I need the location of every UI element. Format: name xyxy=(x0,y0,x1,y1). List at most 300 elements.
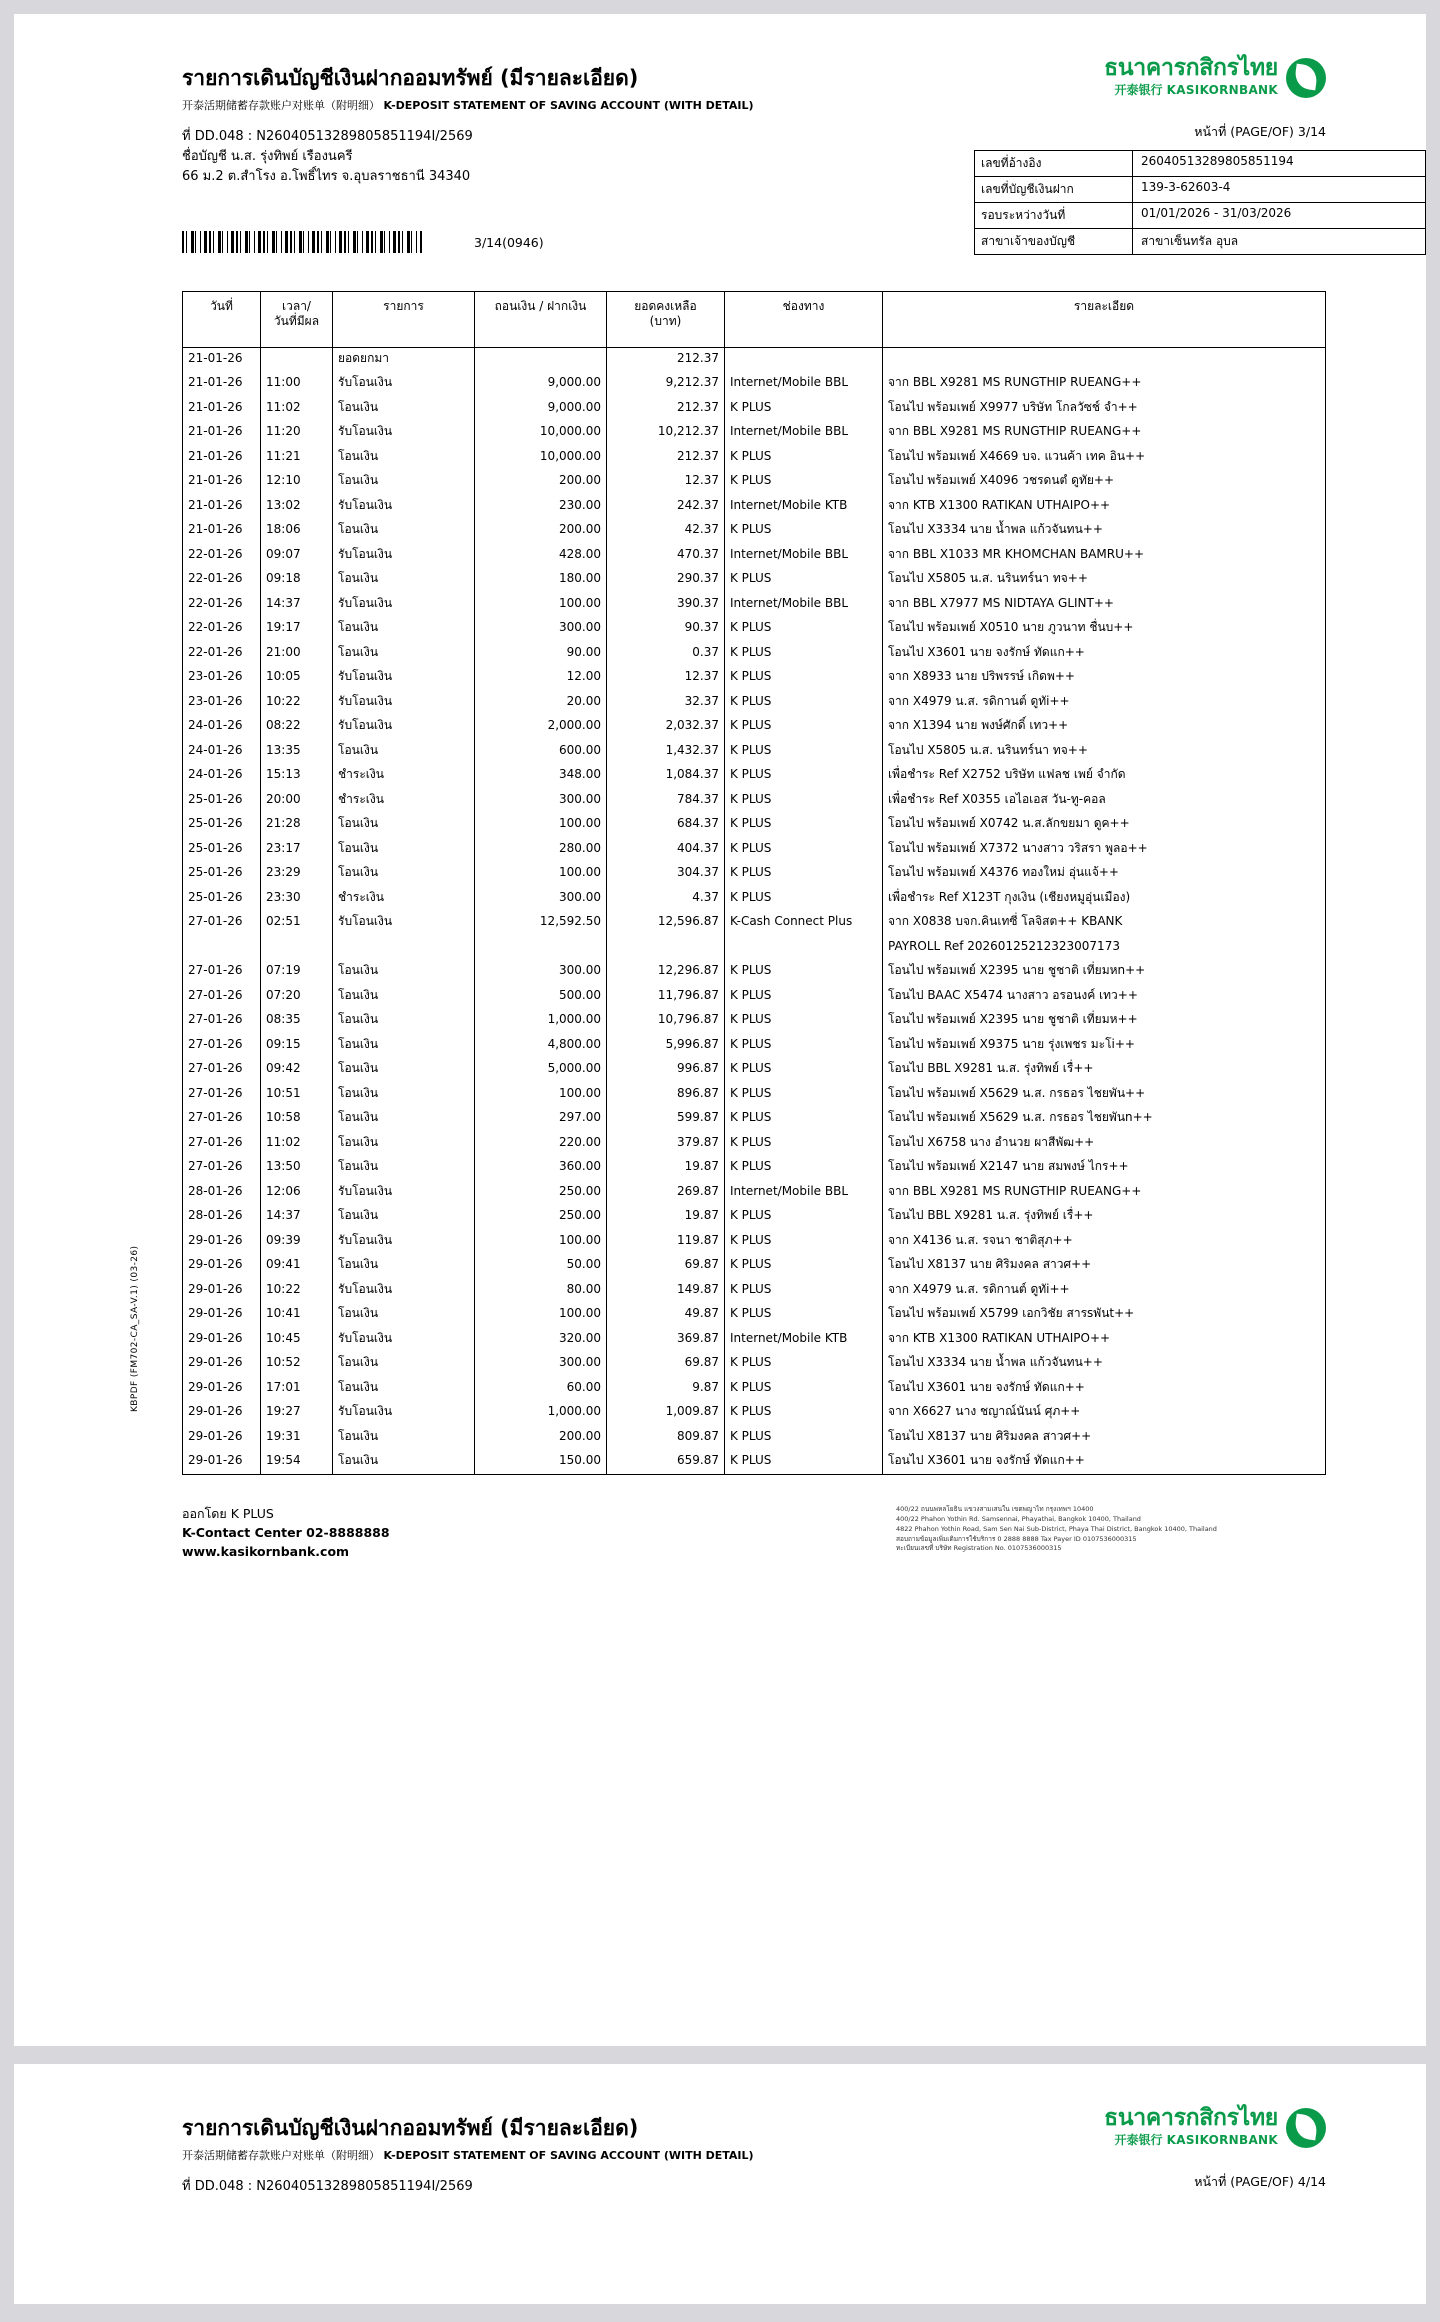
cell-time: 12:06 xyxy=(261,1181,333,1206)
cell-desc: โอนเงิน xyxy=(333,985,475,1010)
cell-detail xyxy=(883,348,1326,373)
kasikorn-leaf-icon-2 xyxy=(1286,2108,1326,2148)
page-number-value: 3/14 xyxy=(1297,124,1326,139)
page-title-2: รายการเดินบัญชีเงินฝากออมทรัพย์ (มีรายละเอียด) xyxy=(182,2116,639,2140)
cell-amount: 428.00 xyxy=(475,544,607,569)
cell-desc: โอนเงิน xyxy=(333,813,475,838)
table-row xyxy=(183,1083,1326,1108)
cell-date: 21-01-26 xyxy=(183,519,261,544)
cell-channel: K PLUS xyxy=(725,887,883,912)
table-row xyxy=(183,348,1326,373)
form-code: KBPDF (FM702-CA_SA-V.1) (03-26) xyxy=(130,1245,140,1412)
column-header-balance xyxy=(607,292,725,348)
cell-detail: จาก X8933 นาย ปริพรรษ์ เกิดพ++ xyxy=(883,666,1326,691)
cell-time: 15:13 xyxy=(261,764,333,789)
cell-balance: 11,796.87 xyxy=(607,985,725,1010)
table-row xyxy=(183,421,1326,446)
cell-date: 27-01-26 xyxy=(183,960,261,985)
column-header-balance-line1: ยอดคงเหลือ xyxy=(634,299,697,314)
cell-date: 29-01-26 xyxy=(183,1352,261,1377)
cell-time: 14:37 xyxy=(261,1205,333,1230)
cell-date: 24-01-26 xyxy=(183,764,261,789)
cell-amount xyxy=(475,348,607,373)
table-row xyxy=(183,911,1326,936)
table-row xyxy=(183,740,1326,765)
cell-time: 23:29 xyxy=(261,862,333,887)
table-row xyxy=(183,642,1326,667)
table-row xyxy=(183,1254,1326,1279)
cell-time: 12:10 xyxy=(261,470,333,495)
cell-balance: 0.37 xyxy=(607,642,725,667)
cell-time: 11:20 xyxy=(261,421,333,446)
cell-date: 22-01-26 xyxy=(183,593,261,618)
cell-amount: 100.00 xyxy=(475,1303,607,1328)
cell-time: 13:02 xyxy=(261,495,333,520)
cell-time: 19:27 xyxy=(261,1401,333,1426)
footer-legal-text xyxy=(896,1505,1326,1554)
cell-balance: 12,296.87 xyxy=(607,960,725,985)
table-row xyxy=(183,1009,1326,1034)
cell-detail: จาก X4136 น.ส. รจนา ชาติสุภ++ xyxy=(883,1230,1326,1255)
cell-balance: 290.37 xyxy=(607,568,725,593)
cell-desc: โอนเงิน xyxy=(333,862,475,887)
table-row xyxy=(183,887,1326,912)
cell-time: 19:17 xyxy=(261,617,333,642)
cell-detail: เพื่อชำระ Ref X123T กุงเงิน (เชียงหมูอุ่นเมือง) xyxy=(883,887,1326,912)
column-header-description: รายการ xyxy=(333,292,475,348)
table-row xyxy=(183,1205,1326,1230)
cell-time: 11:00 xyxy=(261,372,333,397)
cell-channel: K PLUS xyxy=(725,1034,883,1059)
cell-channel: K PLUS xyxy=(725,862,883,887)
table-row xyxy=(183,1401,1326,1426)
table-row xyxy=(183,1303,1326,1328)
cell-time: 19:54 xyxy=(261,1450,333,1475)
cell-detail: โอนไป X5805 น.ส. นรินทร์นา ทจ++ xyxy=(883,568,1326,593)
cell-detail: โอนไป X8137 นาย ศิริมงคล สาวศ++ xyxy=(883,1426,1326,1451)
footer-legal-line: สอบถามข้อมูลเพิ่มเติมการใช้บริการ 0 2888 8888 Tax Payer ID 0107536000315 xyxy=(896,1534,1137,1543)
cell-amount: 360.00 xyxy=(475,1156,607,1181)
cell-balance xyxy=(607,936,725,961)
table-row xyxy=(183,1352,1326,1377)
cell-channel: K PLUS xyxy=(725,666,883,691)
cell-amount: 100.00 xyxy=(475,862,607,887)
cell-desc: โอนเงิน xyxy=(333,519,475,544)
page-subtitle xyxy=(182,97,1326,113)
cell-date: 25-01-26 xyxy=(183,789,261,814)
cell-detail: โอนไป พร้อมเพย์ X0742 น.ส.ลักขยมา ดูค++ xyxy=(883,813,1326,838)
table-row xyxy=(183,470,1326,495)
table-row xyxy=(183,1328,1326,1353)
cell-balance: 404.37 xyxy=(607,838,725,863)
cell-amount: 150.00 xyxy=(475,1450,607,1475)
cell-channel: Internet/Mobile BBL xyxy=(725,593,883,618)
cell-time: 07:20 xyxy=(261,985,333,1010)
cell-date: 29-01-26 xyxy=(183,1279,261,1304)
table-row xyxy=(183,397,1326,422)
page-subtitle-en-2: K-DEPOSIT STATEMENT OF SAVING ACCOUNT (WITH DETAIL) xyxy=(383,2149,754,2162)
cell-balance: 470.37 xyxy=(607,544,725,569)
reference-label: เลขที่บัญชีเงินฝาก xyxy=(975,177,1133,202)
cell-balance: 896.87 xyxy=(607,1083,725,1108)
cell-balance: 390.37 xyxy=(607,593,725,618)
cell-desc: โอนเงิน xyxy=(333,1009,475,1034)
cell-time: 08:22 xyxy=(261,715,333,740)
column-header-time xyxy=(261,292,333,348)
reference-value: 139-3-62603-4 xyxy=(1141,180,1231,194)
cell-date: 21-01-26 xyxy=(183,348,261,373)
cell-time: 09:18 xyxy=(261,568,333,593)
table-row xyxy=(183,1156,1326,1181)
cell-channel: K PLUS xyxy=(725,1254,883,1279)
cell-desc: รับโอนเงิน xyxy=(333,666,475,691)
cell-detail: โอนไป BBL X9281 น.ส. รุ่งทิพย์ เรื่++ xyxy=(883,1205,1326,1230)
cell-date: 29-01-26 xyxy=(183,1254,261,1279)
cell-date: 21-01-26 xyxy=(183,372,261,397)
cell-desc: โอนเงิน xyxy=(333,1450,475,1475)
cell-date: 27-01-26 xyxy=(183,1156,261,1181)
cell-detail: โอนไป X3601 นาย จงรักษ์ ทัดแก++ xyxy=(883,1377,1326,1402)
cell-time: 09:15 xyxy=(261,1034,333,1059)
cell-date: 27-01-26 xyxy=(183,1034,261,1059)
cell-date: 22-01-26 xyxy=(183,568,261,593)
cell-date: 27-01-26 xyxy=(183,1107,261,1132)
cell-channel: K PLUS xyxy=(725,715,883,740)
cell-amount: 348.00 xyxy=(475,764,607,789)
cell-amount: 10,000.00 xyxy=(475,446,607,471)
cell-date: 22-01-26 xyxy=(183,617,261,642)
table-row xyxy=(183,495,1326,520)
cell-amount: 12,592.50 xyxy=(475,911,607,936)
cell-channel: K PLUS xyxy=(725,1303,883,1328)
cell-detail: โอนไป BBL X9281 น.ส. รุ่งทิพย์ เรื่++ xyxy=(883,1058,1326,1083)
page-subtitle-cn: 开泰活期储蓄存款账户对账单（附明细） xyxy=(182,99,380,112)
cell-detail: โอนไป X3601 นาย จงรักษ์ ทัดแก++ xyxy=(883,1450,1326,1475)
bank-name-cn-2: 开泰银行 xyxy=(1114,2133,1163,2148)
cell-amount: 100.00 xyxy=(475,593,607,618)
cell-date: 23-01-26 xyxy=(183,666,261,691)
table-row xyxy=(183,568,1326,593)
cell-date: 29-01-26 xyxy=(183,1328,261,1353)
table-row xyxy=(183,372,1326,397)
cell-desc: โอนเงิน xyxy=(333,1058,475,1083)
cell-detail: จาก X4979 น.ส. รดิกานต์ ดูทัi++ xyxy=(883,1279,1326,1304)
cell-balance: 9,212.37 xyxy=(607,372,725,397)
document-code-2: ที่ DD.048 : N26040513289805851194I/2569 xyxy=(182,2179,473,2194)
cell-time: 11:02 xyxy=(261,1132,333,1157)
reference-value: 26040513289805851194 xyxy=(1141,154,1294,168)
cell-balance: 69.87 xyxy=(607,1254,725,1279)
cell-desc: รับโอนเงิน xyxy=(333,1279,475,1304)
cell-desc: โอนเงิน xyxy=(333,1303,475,1328)
cell-amount: 1,000.00 xyxy=(475,1401,607,1426)
cell-date: 24-01-26 xyxy=(183,740,261,765)
table-row xyxy=(183,446,1326,471)
reference-label: เลขที่อ้างอิง xyxy=(975,151,1133,176)
cell-channel: K PLUS xyxy=(725,1205,883,1230)
table-row xyxy=(183,1230,1326,1255)
cell-balance: 9.87 xyxy=(607,1377,725,1402)
cell-balance: 379.87 xyxy=(607,1132,725,1157)
cell-channel: K PLUS xyxy=(725,740,883,765)
table-row xyxy=(183,1058,1326,1083)
cell-detail: จาก X4979 น.ส. รดิกานต์ ดูทัi++ xyxy=(883,691,1326,716)
cell-desc: รับโอนเงิน xyxy=(333,1181,475,1206)
column-header-time-line1: เวลา/ xyxy=(282,299,311,314)
cell-amount: 12.00 xyxy=(475,666,607,691)
cell-channel: Internet/Mobile KTB xyxy=(725,495,883,520)
table-row xyxy=(183,1181,1326,1206)
cell-channel: K PLUS xyxy=(725,813,883,838)
page-number-2 xyxy=(1194,2172,1326,2192)
cell-time: 10:52 xyxy=(261,1352,333,1377)
cell-detail: โอนไป X6758 นาง อำนวย ผาสีพัฒ++ xyxy=(883,1132,1326,1157)
cell-amount: 600.00 xyxy=(475,740,607,765)
cell-desc: โอนเงิน xyxy=(333,1034,475,1059)
cell-balance: 242.37 xyxy=(607,495,725,520)
cell-channel: K PLUS xyxy=(725,1083,883,1108)
cell-desc: โอนเงิน xyxy=(333,838,475,863)
cell-amount: 300.00 xyxy=(475,960,607,985)
reference-box xyxy=(974,150,1426,255)
cell-time: 23:30 xyxy=(261,887,333,912)
cell-channel: K PLUS xyxy=(725,568,883,593)
cell-channel: K PLUS xyxy=(725,1401,883,1426)
cell-detail: โอนไป X3334 นาย น้ำพล แก้วจันทน++ xyxy=(883,1352,1326,1377)
cell-balance: 149.87 xyxy=(607,1279,725,1304)
cell-channel: K PLUS xyxy=(725,838,883,863)
cell-balance: 2,032.37 xyxy=(607,715,725,740)
account-address: 66 ม.2 ต.สำโรง อ.โพธิ์ไทร จ.อุบลราชธานี 34340 xyxy=(182,169,471,185)
cell-desc: รับโอนเงิน xyxy=(333,421,475,446)
cell-time: 10:22 xyxy=(261,691,333,716)
cell-balance: 212.37 xyxy=(607,348,725,373)
cell-amount: 300.00 xyxy=(475,1352,607,1377)
table-row xyxy=(183,764,1326,789)
cell-amount: 20.00 xyxy=(475,691,607,716)
footer-issued-by: ออกโดย K PLUS xyxy=(182,1506,274,1522)
bank-name-en: KASIKORNBANK xyxy=(1166,83,1278,98)
cell-time: 09:39 xyxy=(261,1230,333,1255)
cell-time: 17:01 xyxy=(261,1377,333,1402)
cell-date: 27-01-26 xyxy=(183,1009,261,1034)
cell-amount: 90.00 xyxy=(475,642,607,667)
cell-channel: K PLUS xyxy=(725,985,883,1010)
cell-time: 10:45 xyxy=(261,1328,333,1353)
page-number-label: หน้าที่ (PAGE/OF) xyxy=(1194,124,1294,139)
cell-desc: โอนเงิน xyxy=(333,642,475,667)
column-header-amount: ถอนเงิน / ฝากเงิน xyxy=(475,292,607,348)
reference-row xyxy=(975,229,1425,255)
cell-date: 22-01-26 xyxy=(183,544,261,569)
cell-detail: โอนไป พร้อมเพย์ X5799 เอกวิชัย สารsพันt++ xyxy=(883,1303,1326,1328)
cell-detail: โอนไป X3601 นาย จงรักษ์ ทัดแก++ xyxy=(883,642,1326,667)
cell-date: 27-01-26 xyxy=(183,1132,261,1157)
cell-channel: K PLUS xyxy=(725,1230,883,1255)
cell-desc: โอนเงิน xyxy=(333,1377,475,1402)
cell-channel xyxy=(725,348,883,373)
cell-detail: จาก BBL X9281 MS RUNGTHIP RUEANG++ xyxy=(883,1181,1326,1206)
cell-time: 07:19 xyxy=(261,960,333,985)
table-row xyxy=(183,960,1326,985)
cell-desc: โอนเงิน xyxy=(333,1156,475,1181)
column-header-detail: รายละเอียด xyxy=(883,292,1326,348)
cell-detail: PAYROLL Ref 20260125212323007173 xyxy=(883,936,1326,961)
reference-value: 01/01/2026 - 31/03/2026 xyxy=(1141,206,1292,220)
cell-balance: 659.87 xyxy=(607,1450,725,1475)
cell-balance: 19.87 xyxy=(607,1205,725,1230)
cell-detail: เพื่อชำระ Ref X0355 เอไอเอส วัน-ทู-คอล xyxy=(883,789,1326,814)
cell-detail: โอนไป พร้อมเพย์ X5629 น.ส. กรธอร ไชยพันn++ xyxy=(883,1107,1326,1132)
cell-balance: 49.87 xyxy=(607,1303,725,1328)
cell-channel: K PLUS xyxy=(725,1279,883,1304)
cell-detail: โอนไป พร้อมเพย์ X4376 ทองใหม่ อุ่นแจ้++ xyxy=(883,862,1326,887)
cell-amount: 1,000.00 xyxy=(475,1009,607,1034)
table-row xyxy=(183,1132,1326,1157)
reference-row xyxy=(975,203,1425,229)
bank-name-th-2: ธนาคารกสิกรไทย xyxy=(1104,2105,1278,2131)
table-row xyxy=(183,617,1326,642)
cell-time: 19:31 xyxy=(261,1426,333,1451)
cell-amount: 9,000.00 xyxy=(475,372,607,397)
cell-amount: 60.00 xyxy=(475,1377,607,1402)
cell-balance: 269.87 xyxy=(607,1181,725,1206)
cell-time: 21:00 xyxy=(261,642,333,667)
bank-logo-2 xyxy=(1104,2106,1326,2148)
cell-balance: 32.37 xyxy=(607,691,725,716)
page-number-label-2: หน้าที่ (PAGE/OF) xyxy=(1194,2174,1294,2189)
cell-channel: K PLUS xyxy=(725,1009,883,1034)
table-row xyxy=(183,936,1326,961)
cell-desc: รับโอนเงิน xyxy=(333,593,475,618)
document-footer xyxy=(182,1505,1326,1561)
cell-time: 10:22 xyxy=(261,1279,333,1304)
table-header-row xyxy=(183,292,1326,348)
statement-page-3 xyxy=(14,14,1426,2046)
page-title: รายการเดินบัญชีเงินฝากออมทรัพย์ (มีรายละเอียด) xyxy=(182,66,639,90)
cell-detail: จาก KTB X1300 RATIKAN UTHAIPO++ xyxy=(883,495,1326,520)
cell-amount: 297.00 xyxy=(475,1107,607,1132)
cell-detail: โอนไป X5805 น.ส. นรินทร์นา ทจ++ xyxy=(883,740,1326,765)
cell-channel: Internet/Mobile BBL xyxy=(725,372,883,397)
cell-time: 10:05 xyxy=(261,666,333,691)
cell-detail: โอนไป พร้อมเพย์ X2147 นาย สมพงษ์ ไกร++ xyxy=(883,1156,1326,1181)
table-row xyxy=(183,1450,1326,1475)
cell-detail: จาก BBL X9281 MS RUNGTHIP RUEANG++ xyxy=(883,372,1326,397)
cell-time: 09:41 xyxy=(261,1254,333,1279)
cell-amount: 220.00 xyxy=(475,1132,607,1157)
cell-channel: Internet/Mobile KTB xyxy=(725,1328,883,1353)
cell-amount: 300.00 xyxy=(475,617,607,642)
column-header-time-line2: วันที่มีผล xyxy=(273,314,320,329)
bank-name-en-2: KASIKORNBANK xyxy=(1166,2133,1278,2148)
cell-balance: 1,084.37 xyxy=(607,764,725,789)
cell-date: 29-01-26 xyxy=(183,1426,261,1451)
kasikorn-leaf-icon xyxy=(1286,58,1326,98)
table-row xyxy=(183,1279,1326,1304)
page-number xyxy=(1194,122,1326,142)
cell-date: 21-01-26 xyxy=(183,421,261,446)
cell-date: 28-01-26 xyxy=(183,1205,261,1230)
cell-channel: K PLUS xyxy=(725,446,883,471)
table-row xyxy=(183,691,1326,716)
cell-channel: Internet/Mobile BBL xyxy=(725,421,883,446)
cell-desc: โอนเงิน xyxy=(333,446,475,471)
cell-time: 18:06 xyxy=(261,519,333,544)
cell-date: 25-01-26 xyxy=(183,838,261,863)
cell-channel: K PLUS xyxy=(725,1132,883,1157)
account-name: ชื่อบัญชี น.ส. รุ่งทิพย์ เรืองนครี xyxy=(182,149,353,165)
cell-desc: ยอดยกมา xyxy=(333,348,475,373)
cell-desc: โอนเงิน xyxy=(333,1352,475,1377)
cell-detail: โอนไป X3334 นาย น้ำพล แก้วจันทน++ xyxy=(883,519,1326,544)
table-row xyxy=(183,1426,1326,1451)
cell-date: 25-01-26 xyxy=(183,813,261,838)
cell-desc: โอนเงิน xyxy=(333,740,475,765)
cell-desc: ชำระเงิน xyxy=(333,789,475,814)
cell-balance: 10,212.37 xyxy=(607,421,725,446)
cell-date: 21-01-26 xyxy=(183,470,261,495)
table-row xyxy=(183,789,1326,814)
cell-time: 20:00 xyxy=(261,789,333,814)
cell-amount: 100.00 xyxy=(475,1230,607,1255)
cell-detail: จาก X0838 บจก.คินเทซี่ โลจิสต++ KBANK xyxy=(883,911,1326,936)
cell-amount: 500.00 xyxy=(475,985,607,1010)
cell-amount: 180.00 xyxy=(475,568,607,593)
cell-desc: รับโอนเงิน xyxy=(333,372,475,397)
reference-row xyxy=(975,151,1425,177)
cell-balance: 4.37 xyxy=(607,887,725,912)
cell-desc: ชำระเงิน xyxy=(333,887,475,912)
cell-detail: จาก X6627 นาง ชญาณ์นันน์ ศุภ++ xyxy=(883,1401,1326,1426)
cell-detail: โอนไป พร้อมเพย์ X5629 น.ส. กรธอร ไชยพัน++ xyxy=(883,1083,1326,1108)
cell-desc: ชำระเงิน xyxy=(333,764,475,789)
reference-label: รอบระหว่างวันที่ xyxy=(975,203,1133,228)
cell-desc: รับโอนเงิน xyxy=(333,1401,475,1426)
bank-name-th: ธนาคารกสิกรไทย xyxy=(1104,55,1278,81)
cell-date: 27-01-26 xyxy=(183,1058,261,1083)
cell-balance: 809.87 xyxy=(607,1426,725,1451)
page-subtitle-en: K-DEPOSIT STATEMENT OF SAVING ACCOUNT (WITH DETAIL) xyxy=(383,99,754,112)
cell-time: 13:50 xyxy=(261,1156,333,1181)
reference-row xyxy=(975,177,1425,203)
cell-channel: K PLUS xyxy=(725,1058,883,1083)
cell-detail: จาก BBL X9281 MS RUNGTHIP RUEANG++ xyxy=(883,421,1326,446)
table-row xyxy=(183,862,1326,887)
cell-balance: 42.37 xyxy=(607,519,725,544)
table-row xyxy=(183,1107,1326,1132)
cell-date: 29-01-26 xyxy=(183,1230,261,1255)
footer-contact-center: K-Contact Center 02-8888888 xyxy=(182,1525,390,1541)
cell-channel: K PLUS xyxy=(725,642,883,667)
cell-desc: โอนเงิน xyxy=(333,1254,475,1279)
footer-website[interactable]: www.kasikornbank.com xyxy=(182,1543,350,1559)
cell-date: 23-01-26 xyxy=(183,691,261,716)
table-row xyxy=(183,544,1326,569)
cell-channel: K PLUS xyxy=(725,764,883,789)
cell-time: 08:35 xyxy=(261,1009,333,1034)
footer-legal-line: 400/22 ถนนพหลโยธิน แขวงสามเสนใน เขตพญาไท กรุงเทพฯ 10400 xyxy=(896,1505,1094,1514)
cell-date: 25-01-26 xyxy=(183,862,261,887)
cell-date: 25-01-26 xyxy=(183,887,261,912)
cell-channel: K PLUS xyxy=(725,1107,883,1132)
cell-balance: 5,996.87 xyxy=(607,1034,725,1059)
document-code: ที่ DD.048 : N26040513289805851194I/2569 xyxy=(182,129,473,144)
cell-channel: K PLUS xyxy=(725,519,883,544)
cell-desc: รับโอนเงิน xyxy=(333,1328,475,1353)
cell-detail: โอนไป พร้อมเพย์ X4096 วชรดนตํ ดูทัย++ xyxy=(883,470,1326,495)
cell-time: 23:17 xyxy=(261,838,333,863)
